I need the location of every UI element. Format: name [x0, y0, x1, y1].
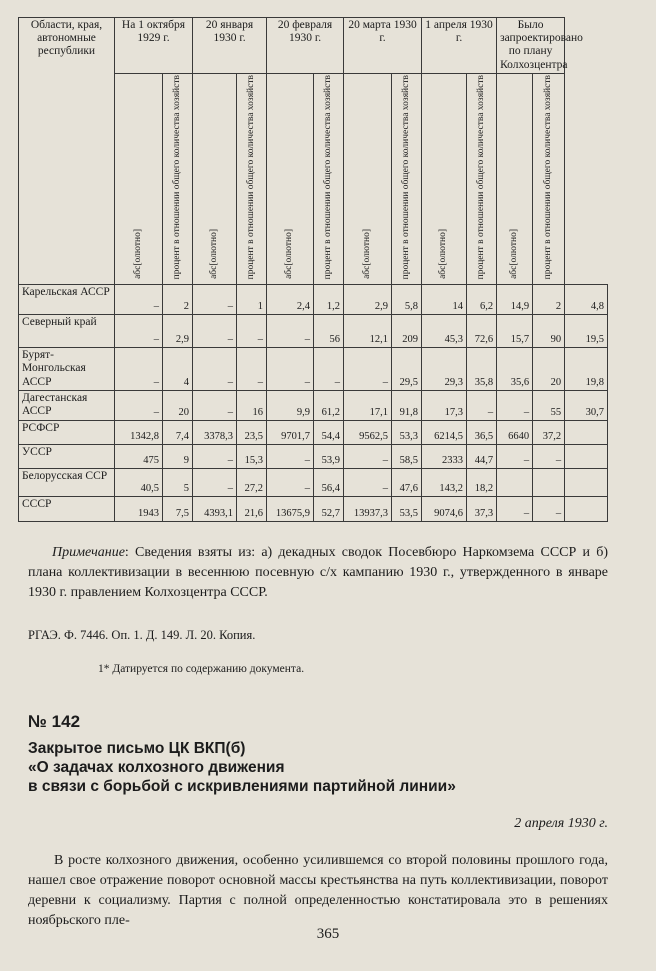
table-cell: 37,2: [533, 420, 565, 444]
table-cell: –: [267, 444, 314, 468]
table-cell: 19,5: [565, 315, 608, 348]
region-name: УССР: [19, 444, 115, 468]
document-title: [28, 739, 608, 796]
table-cell: 47,6: [392, 468, 422, 496]
table-cell: –: [115, 348, 163, 391]
pct-subheader: процент в отношении общего количества хозяйств: [163, 73, 193, 284]
region-name: Бурят-Монгольская АССР: [19, 348, 115, 391]
table-cell: [497, 468, 533, 496]
table-cell: –: [115, 391, 163, 420]
date-header: 1 апреля 1930 г.: [422, 18, 497, 74]
title-line: в связи с борьбой с искривлениями партийной линии»: [28, 778, 456, 795]
table-row: [19, 468, 608, 496]
table-cell: 54,4: [314, 420, 344, 444]
pct-subheader: процент в отношении общего количества хозяйств: [533, 73, 565, 284]
table-cell: [533, 468, 565, 496]
table-cell: 209: [392, 315, 422, 348]
table-cell: –: [344, 468, 392, 496]
table-cell: 17,3: [422, 391, 467, 420]
table-cell: –: [267, 468, 314, 496]
table-cell: –: [193, 468, 237, 496]
table-cell: –: [314, 348, 344, 391]
table-cell: 29,3: [422, 348, 467, 391]
abs-subheader: абс[олютно]: [344, 73, 392, 284]
table-cell: 40,5: [115, 468, 163, 496]
region-name: Северный край: [19, 315, 115, 348]
table-cell: –: [193, 391, 237, 420]
table-cell: 2,9: [344, 285, 392, 315]
note-text: : Сведения взяты из: а) декадных сводок Посевбюро Наркомзема СССР и б) плана коллективизации в весеннюю посевную с/х кампанию 1930 г., утвержденного в январе 1930 г. правлением Колхозцентра СССР.: [28, 545, 608, 600]
table-cell: 13937,3: [344, 496, 392, 521]
region-header: Области, края, автономные республики: [19, 18, 115, 285]
table-cell: 53,9: [314, 444, 344, 468]
region-name: СССР: [19, 496, 115, 521]
region-name: РСФСР: [19, 420, 115, 444]
table-cell: –: [237, 315, 267, 348]
region-name: Дагестанская АССР: [19, 391, 115, 420]
table-cell: 4393,1: [193, 496, 237, 521]
pct-subheader: процент в отношении общего количества хозяйств: [467, 73, 497, 284]
abs-subheader: абс[олютно]: [497, 73, 533, 284]
table-cell: 6640: [497, 420, 533, 444]
table-cell: 4,8: [565, 285, 608, 315]
table-cell: 15,7: [497, 315, 533, 348]
table-cell: 44,7: [467, 444, 497, 468]
title-line: «О задачах колхозного движения: [28, 759, 285, 776]
table-cell: –: [115, 315, 163, 348]
note-lead: Примечание: [52, 545, 125, 560]
table-row: [19, 420, 608, 444]
table-row: [19, 444, 608, 468]
table-cell: 9,9: [267, 391, 314, 420]
pct-subheader: процент в отношении общего количества хозяйств: [314, 73, 344, 284]
pct-subheader: процент в отношении общего количества хозяйств: [237, 73, 267, 284]
table-cell: –: [267, 315, 314, 348]
table-cell: 23,5: [237, 420, 267, 444]
table-cell: 14: [422, 285, 467, 315]
table-cell: 13675,9: [267, 496, 314, 521]
table-cell: 1,2: [314, 285, 344, 315]
table-cell: 7,5: [163, 496, 193, 521]
table-cell: –: [193, 315, 237, 348]
archive-source: РГАЭ. Ф. 7446. Оп. 1. Д. 149. Л. 20. Копия.: [28, 628, 256, 642]
table-cell: 53,5: [392, 496, 422, 521]
table-cell: 56,4: [314, 468, 344, 496]
table-cell: [565, 420, 608, 444]
table-cell: 5,8: [392, 285, 422, 315]
table-cell: 17,1: [344, 391, 392, 420]
table-cell: [565, 496, 608, 521]
table-cell: 35,8: [467, 348, 497, 391]
table-cell: 1342,8: [115, 420, 163, 444]
table-cell: 36,5: [467, 420, 497, 444]
table-note: [28, 543, 608, 603]
table-cell: 45,3: [422, 315, 467, 348]
page-number: 365: [316, 926, 340, 942]
abs-subheader: абс[олютно]: [193, 73, 237, 284]
plan-header: Было запроектировано по плану Колхозцентра: [497, 18, 565, 74]
collectivization-table: [18, 17, 608, 522]
table-cell: 1943: [115, 496, 163, 521]
table-cell: 18,2: [467, 468, 497, 496]
table-cell: [565, 468, 608, 496]
table-cell: –: [193, 285, 237, 315]
table-cell: 72,6: [467, 315, 497, 348]
document-date: 2 апреля 1930 г.: [514, 816, 608, 831]
table-cell: 7,4: [163, 420, 193, 444]
date-header: 20 февраля 1930 г.: [267, 18, 344, 74]
table-cell: –: [267, 348, 314, 391]
table-cell: 91,8: [392, 391, 422, 420]
date-header: 20 марта 1930 г.: [344, 18, 422, 74]
table-cell: –: [344, 348, 392, 391]
abs-subheader: абс[олютно]: [267, 73, 314, 284]
region-name: Белорусская ССР: [19, 468, 115, 496]
table-cell: 55: [533, 391, 565, 420]
table-row: [19, 315, 608, 348]
table-cell: 9701,7: [267, 420, 314, 444]
table-header-row: [19, 18, 608, 74]
table-cell: –: [497, 496, 533, 521]
table-row: [19, 496, 608, 521]
table-cell: 14,9: [497, 285, 533, 315]
table-cell: 143,2: [422, 468, 467, 496]
table-cell: –: [193, 348, 237, 391]
table-cell: 2,9: [163, 315, 193, 348]
title-line: Закрытое письмо ЦК ВКП(б): [28, 740, 246, 757]
table-cell: 2,4: [267, 285, 314, 315]
table-cell: 2333: [422, 444, 467, 468]
table-cell: –: [115, 285, 163, 315]
table-cell: –: [497, 444, 533, 468]
table-cell: 12,1: [344, 315, 392, 348]
table-cell: 61,2: [314, 391, 344, 420]
table-cell: 90: [533, 315, 565, 348]
table-row: [19, 285, 608, 315]
table-cell: 5: [163, 468, 193, 496]
table-cell: 9562,5: [344, 420, 392, 444]
table-cell: [565, 444, 608, 468]
table-cell: 37,3: [467, 496, 497, 521]
abs-subheader: абс[олютно]: [115, 73, 163, 284]
table-cell: 27,2: [237, 468, 267, 496]
table-cell: 475: [115, 444, 163, 468]
table-cell: 20: [163, 391, 193, 420]
date-header: 20 января 1930 г.: [193, 18, 267, 74]
table-cell: 29,5: [392, 348, 422, 391]
footnote: 1* Датируется по содержанию документа.: [98, 663, 305, 675]
table-row: [19, 348, 608, 391]
table-cell: 4: [163, 348, 193, 391]
table-cell: 56: [314, 315, 344, 348]
table-cell: –: [533, 496, 565, 521]
table-cell: 53,3: [392, 420, 422, 444]
date-header: На 1 октября 1929 г.: [115, 18, 193, 74]
table-cell: 52,7: [314, 496, 344, 521]
pct-subheader: процент в отношении общего количества хозяйств: [392, 73, 422, 284]
table-cell: 19,8: [565, 348, 608, 391]
table-cell: 6214,5: [422, 420, 467, 444]
table-cell: 20: [533, 348, 565, 391]
document-body: В росте колхозного движения, особенно усилившемся со второй половины прошлого года, нашел свое отражение поворот основной массы крестьянства на путь коллективизации, поворот деревни к социализму. Партия с полной определенностью констатировала это в решениях ноябрьского пле-: [28, 853, 608, 928]
table-cell: –: [533, 444, 565, 468]
abs-subheader: абс[олютно]: [422, 73, 467, 284]
document-number: № 142: [28, 712, 81, 731]
table-cell: 2: [163, 285, 193, 315]
table-cell: 58,5: [392, 444, 422, 468]
table-cell: 16: [237, 391, 267, 420]
table-cell: 6,2: [467, 285, 497, 315]
table-cell: –: [467, 391, 497, 420]
table-cell: –: [497, 391, 533, 420]
table-cell: 9: [163, 444, 193, 468]
table-cell: 30,7: [565, 391, 608, 420]
table-cell: –: [193, 444, 237, 468]
region-name: Карельская АССР: [19, 285, 115, 315]
table-cell: –: [237, 348, 267, 391]
table-cell: 3378,3: [193, 420, 237, 444]
table-row: [19, 391, 608, 420]
table-cell: 9074,6: [422, 496, 467, 521]
table-cell: 2: [533, 285, 565, 315]
table-cell: 1: [237, 285, 267, 315]
table-cell: 15,3: [237, 444, 267, 468]
table-cell: –: [344, 444, 392, 468]
table-cell: 21,6: [237, 496, 267, 521]
table-cell: 35,6: [497, 348, 533, 391]
